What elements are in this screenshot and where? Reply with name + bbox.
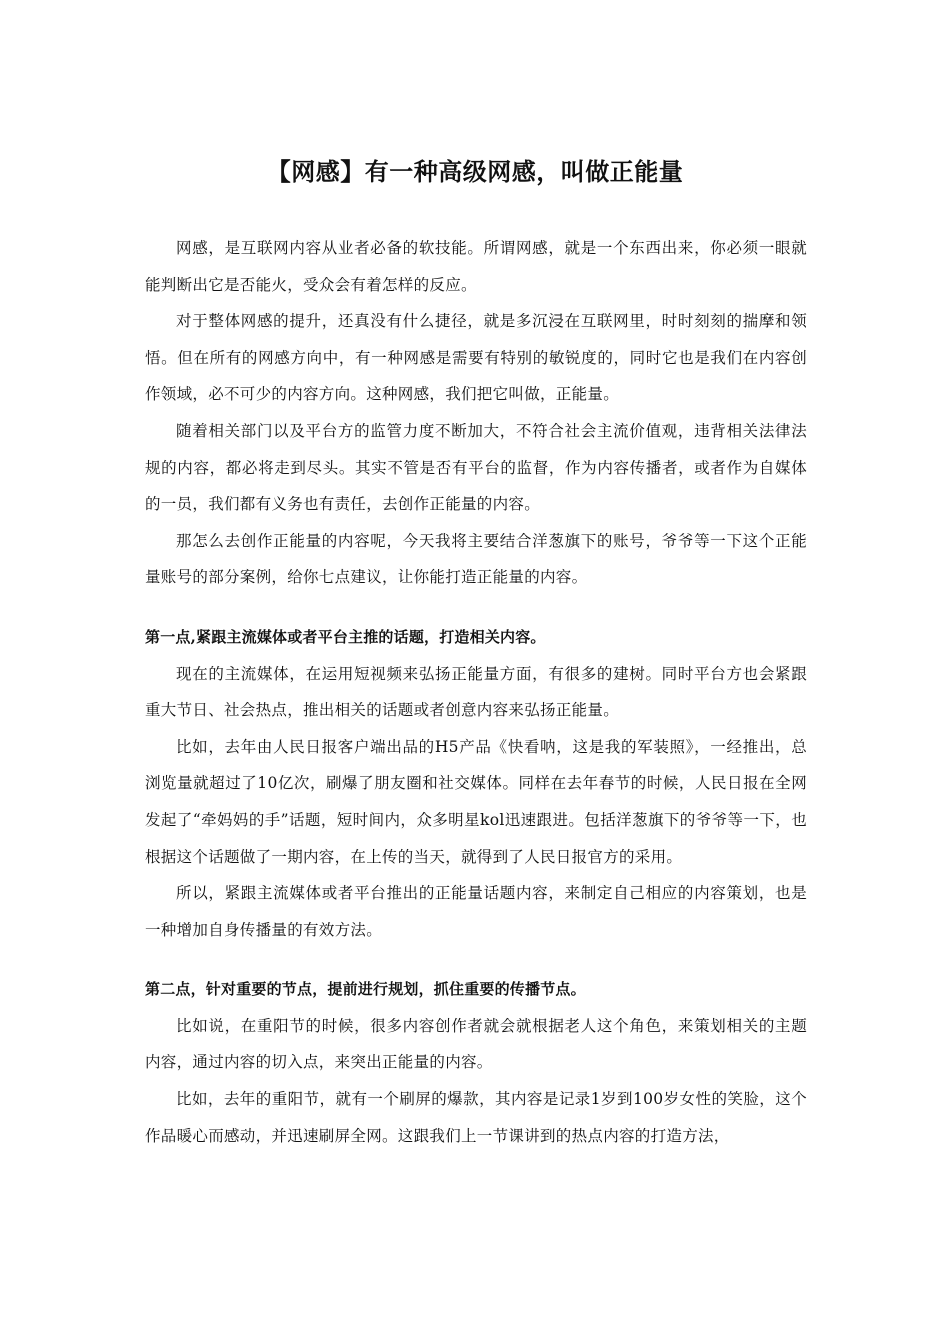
section-1-heading: 第一点,紧跟主流媒体或者平台主推的话题，打造相关内容。	[145, 627, 546, 646]
section-spacer	[145, 948, 807, 971]
section-1-paragraph-2: 比如，去年由人民日报客户端出品的H5产品《快看呐，这是我的军装照》，一经推出，总浏览量就超过了10亿次，刷爆了朋友圈和社交媒体。同样在去年春节的时候，人民日报在全网发起了“牵妈妈的手”话题，短时间内，众多明星kol迅速跟进。包括洋葱旗下的爷爷等一下，也根据这个话题做了一期内容，在上传的当天，就得到了人民日报官方的采用。	[145, 737, 807, 866]
section-2-paragraph-2: 比如，去年的重阳节，就有一个刷屏的爆款，其内容是记录1岁到100岁女性的笑脸，这个作品暖心而感动，并迅速刷屏全网。这跟我们上一节课讲到的热点内容的打造方法，	[145, 1090, 807, 1145]
intro-paragraph-2: 对于整体网感的提升，还真没有什么捷径，就是多沉浸在互联网里，时时刻刻的揣摩和领悟。但在所有的网感方向中，有一种网感是需要有特别的敏锐度的，同时它也是我们在内容创作领域，必不可少的内容方向。这种网感，我们把它叫做，正能量。	[145, 312, 807, 404]
intro-paragraph-1: 网感，是互联网内容从业者必备的软技能。所谓网感，就是一个东西出来，你必须一眼就能判断出它是否能火，受众会有着怎样的反应。	[145, 239, 807, 294]
document-body	[145, 230, 807, 1154]
page-title: 【网感】有一种高级网感，叫做正能量	[266, 157, 684, 186]
section-1-paragraph-1: 现在的主流媒体，在运用短视频来弘扬正能量方面，有很多的建树。同时平台方也会紧跟重大节日、社会热点，推出相关的话题或者创意内容来弘扬正能量。	[145, 664, 807, 720]
intro-paragraph-4: 那怎么去创作正能量的内容呢，今天我将主要结合洋葱旗下的账号，爷爷等一下这个正能量账号的部分案例，给你七点建议，让你能打造正能量的内容。	[145, 531, 807, 587]
section-2-paragraph-1: 比如说，在重阳节的时候，很多内容创作者就会就根据老人这个角色，来策划相关的主题内容，通过内容的切入点，来突出正能量的内容。	[145, 1016, 807, 1072]
section-1-paragraph-3: 所以，紧跟主流媒体或者平台推出的正能量话题内容，来制定自己相应的内容策划，也是一种增加自身传播量的有效方法。	[145, 884, 807, 939]
section-spacer	[145, 596, 807, 619]
intro-paragraph-3: 随着相关部门以及平台方的监管力度不断加大，不符合社会主流价值观，违背相关法律法规的内容，都必将走到尽头。其实不管是否有平台的监督，作为内容传播者，或者作为自媒体的一员，我们都有义务也有责任，去创作正能量的内容。	[145, 421, 807, 514]
section-2-heading: 第二点，针对重要的节点，提前进行规划，抓住重要的传播节点。	[145, 980, 586, 999]
